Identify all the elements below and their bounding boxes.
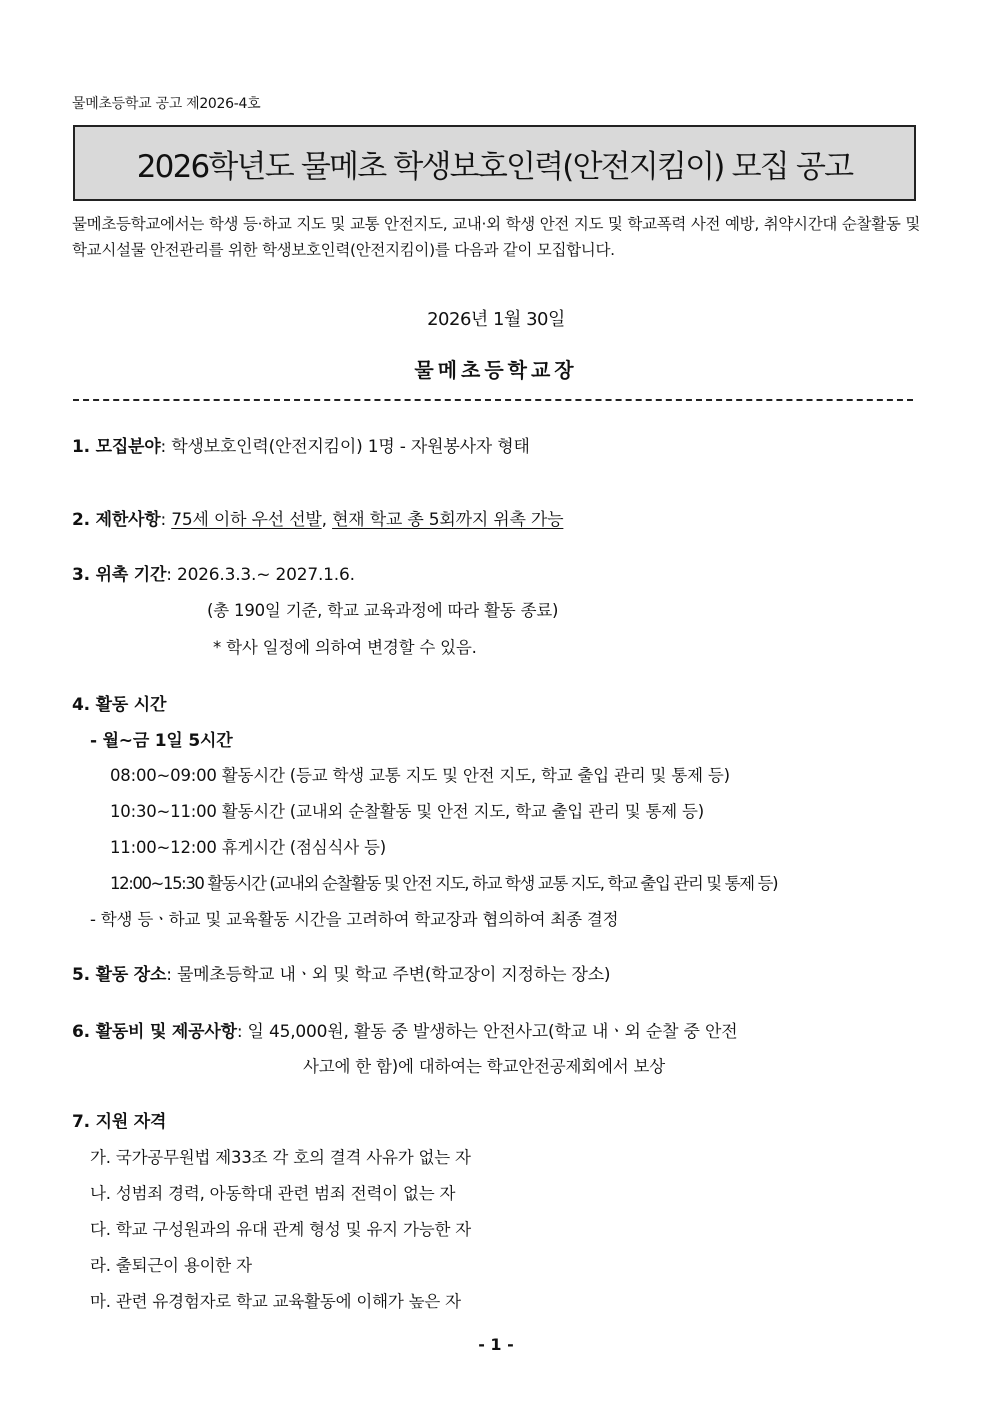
qualification-item: 가. 국가공무원법 제33조 각 호의 결격 사유가 없는 자 — [90, 1148, 471, 1167]
activity-days: - 월~금 1일 5시간 — [90, 731, 233, 751]
page-title: 2026학년도 물메초 학생보호인력(안전지킴이) 모집 공고 — [136, 148, 853, 185]
section-label: 6. 활동비 및 제공사항 — [72, 1022, 237, 1042]
qualification-item: 마. 관련 유경험자로 학교 교육활동에 이해가 높은 자 — [90, 1292, 461, 1311]
section-text: : 일 45,000원, 활동 중 발생하는 안전사고(학교 내ㆍ외 순찰 중 안전 — [236, 1022, 738, 1042]
schedule-row: 11:00~12:00 휴게시간 (점심식사 등) — [110, 838, 386, 857]
section-qualifications-label: 7. 지원 자격 — [72, 1112, 167, 1132]
comma: , — [321, 510, 333, 530]
schedule-row: 12:00~15:30 활동시간 (교내외 순찰활동 및 안전 지도, 하교 학생 교통 지도, 학교 출입 관리 및 통제 등) — [110, 874, 778, 893]
qualification-item: 나. 성범죄 경력, 아동학대 관련 범죄 전력이 없는 자 — [90, 1184, 456, 1203]
section-text: : 물메초등학교 내ㆍ외 및 학교 주변(학교장이 지정하는 장소) — [166, 965, 611, 985]
section-label: 3. 위촉 기간 — [72, 565, 167, 585]
section-text: : 학생보호인력(안전지킴이) 1명 - 자원봉사자 형태 — [160, 437, 530, 457]
section-activity-time-label: 4. 활동 시간 — [72, 695, 167, 715]
qualification-item: 다. 학교 구성원과의 유대 관계 형성 및 유지 가능한 자 — [90, 1220, 471, 1239]
section-label: 2. 제한사항 — [72, 510, 161, 530]
dashed-divider — [73, 399, 913, 401]
qualification-item: 라. 출퇴근이 용이한 자 — [90, 1256, 252, 1275]
announcement-date: 2026년 1월 30일 — [427, 309, 565, 330]
intro-paragraph: 물메초등학교에서는 학생 등·하교 지도 및 교통 안전지도, 교내·외 학생 안전 지도 및 학교폭력 사전 예방, 취약시간대 순찰활동 및 학교시설물 안전관리를 위한 학생보호인력(안전지킴이)를 다음과 같이 모집합니다. — [72, 215, 920, 259]
section-compensation — [72, 1017, 737, 1042]
section-appointment-period — [72, 560, 355, 585]
section-activity-place — [72, 960, 610, 985]
period-footnote: * 학사 일정에 의하여 변경할 수 있음. — [213, 638, 477, 657]
section-label: 1. 모집분야 — [72, 437, 161, 457]
compensation-continued: 사고에 한 함)에 대하여는 학교안전공제회에서 보상 — [303, 1057, 665, 1076]
section-recruitment-field — [72, 432, 530, 457]
period-note: (총 190일 기준, 학교 교육과정에 따라 활동 종료) — [207, 601, 559, 620]
notice-number: 물메초등학교 공고 제2026-4호 — [72, 96, 261, 112]
page-number: - 1 - — [478, 1335, 514, 1354]
section-text: : 2026.3.3.~ 2027.1.6. — [166, 565, 355, 585]
section-restrictions — [72, 505, 563, 530]
schedule-row: 08:00~09:00 활동시간 (등교 학생 교통 지도 및 안전 지도, 학교 출입 관리 및 통제 등) — [110, 766, 730, 785]
section-label: 5. 활동 장소 — [72, 965, 167, 985]
age-restriction: 75세 이하 우선 선발 — [171, 510, 322, 530]
principal-signature: 물메초등학교장 — [414, 358, 578, 382]
renewal-limit: 현재 학교 총 5회까지 위촉 가능 — [332, 510, 564, 530]
title-box — [73, 125, 916, 201]
section-separator: : — [160, 510, 172, 530]
schedule-note: - 학생 등ㆍ하교 및 교육활동 시간을 고려하여 학교장과 협의하여 최종 결정 — [90, 910, 619, 929]
schedule-row: 10:30~11:00 활동시간 (교내외 순찰활동 및 안전 지도, 학교 출입 관리 및 통제 등) — [110, 802, 704, 821]
